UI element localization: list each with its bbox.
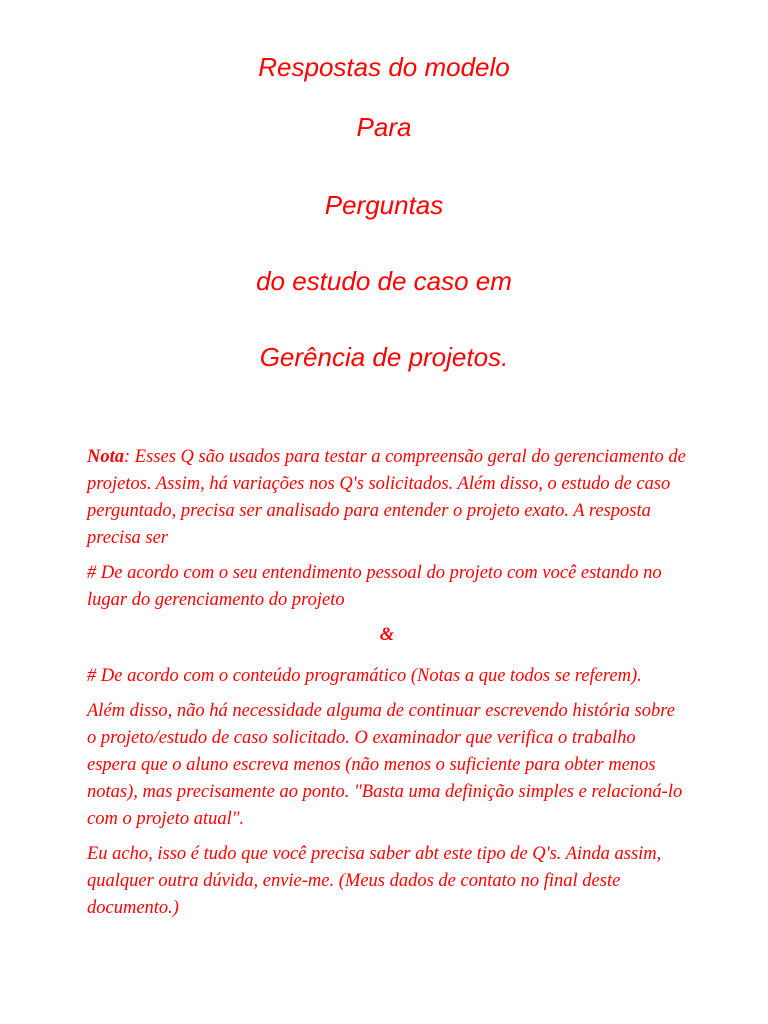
paragraph-2: Além disso, não há necessidade alguma de continuar escrevendo história sobre o projeto/estudo de caso solicitado. O examinador que verifica o trabalho espera que o aluno escreva menos (não menos o suficiente para obter menos notas), mas precisamente ao ponto. "Basta uma definição simples e relacioná-lo com o projeto atual".	[87, 701, 683, 829]
note-label: Nota	[87, 447, 124, 467]
note-text: : Esses Q são usados para testar a compreensão geral do gerenciamento de projetos. Assim, há variações nos Q's solicitados. Além disso, o estudo de caso perguntado, precisa ser analisado para entender o projeto exato. A resposta precisa ser	[87, 447, 686, 548]
note-paragraph	[87, 444, 687, 552]
title-line-5: Gerência de projetos.	[259, 342, 509, 372]
title-line-4: do estudo de caso em	[256, 266, 512, 296]
paragraph-3: Eu acho, isso é tudo que você precisa saber abt este tipo de Q's. Ainda assim, qualquer outra dúvida, envie-me. (Meus dados de contato no final deste documento.)	[87, 844, 662, 918]
ampersand: &	[379, 625, 395, 645]
title-line-3: Perguntas	[324, 190, 444, 220]
bullet-item-1: # De acordo com o seu entendimento pessoal do projeto com você estando no lugar do gerenciamento do projeto	[87, 563, 662, 610]
title-line-1: Respostas do modelo	[258, 52, 510, 82]
title-line-2: Para	[356, 112, 412, 142]
bullet-item-2: # De acordo com o conteúdo programático (Notas a que todos se referem).	[87, 666, 642, 686]
body-text	[87, 444, 687, 930]
